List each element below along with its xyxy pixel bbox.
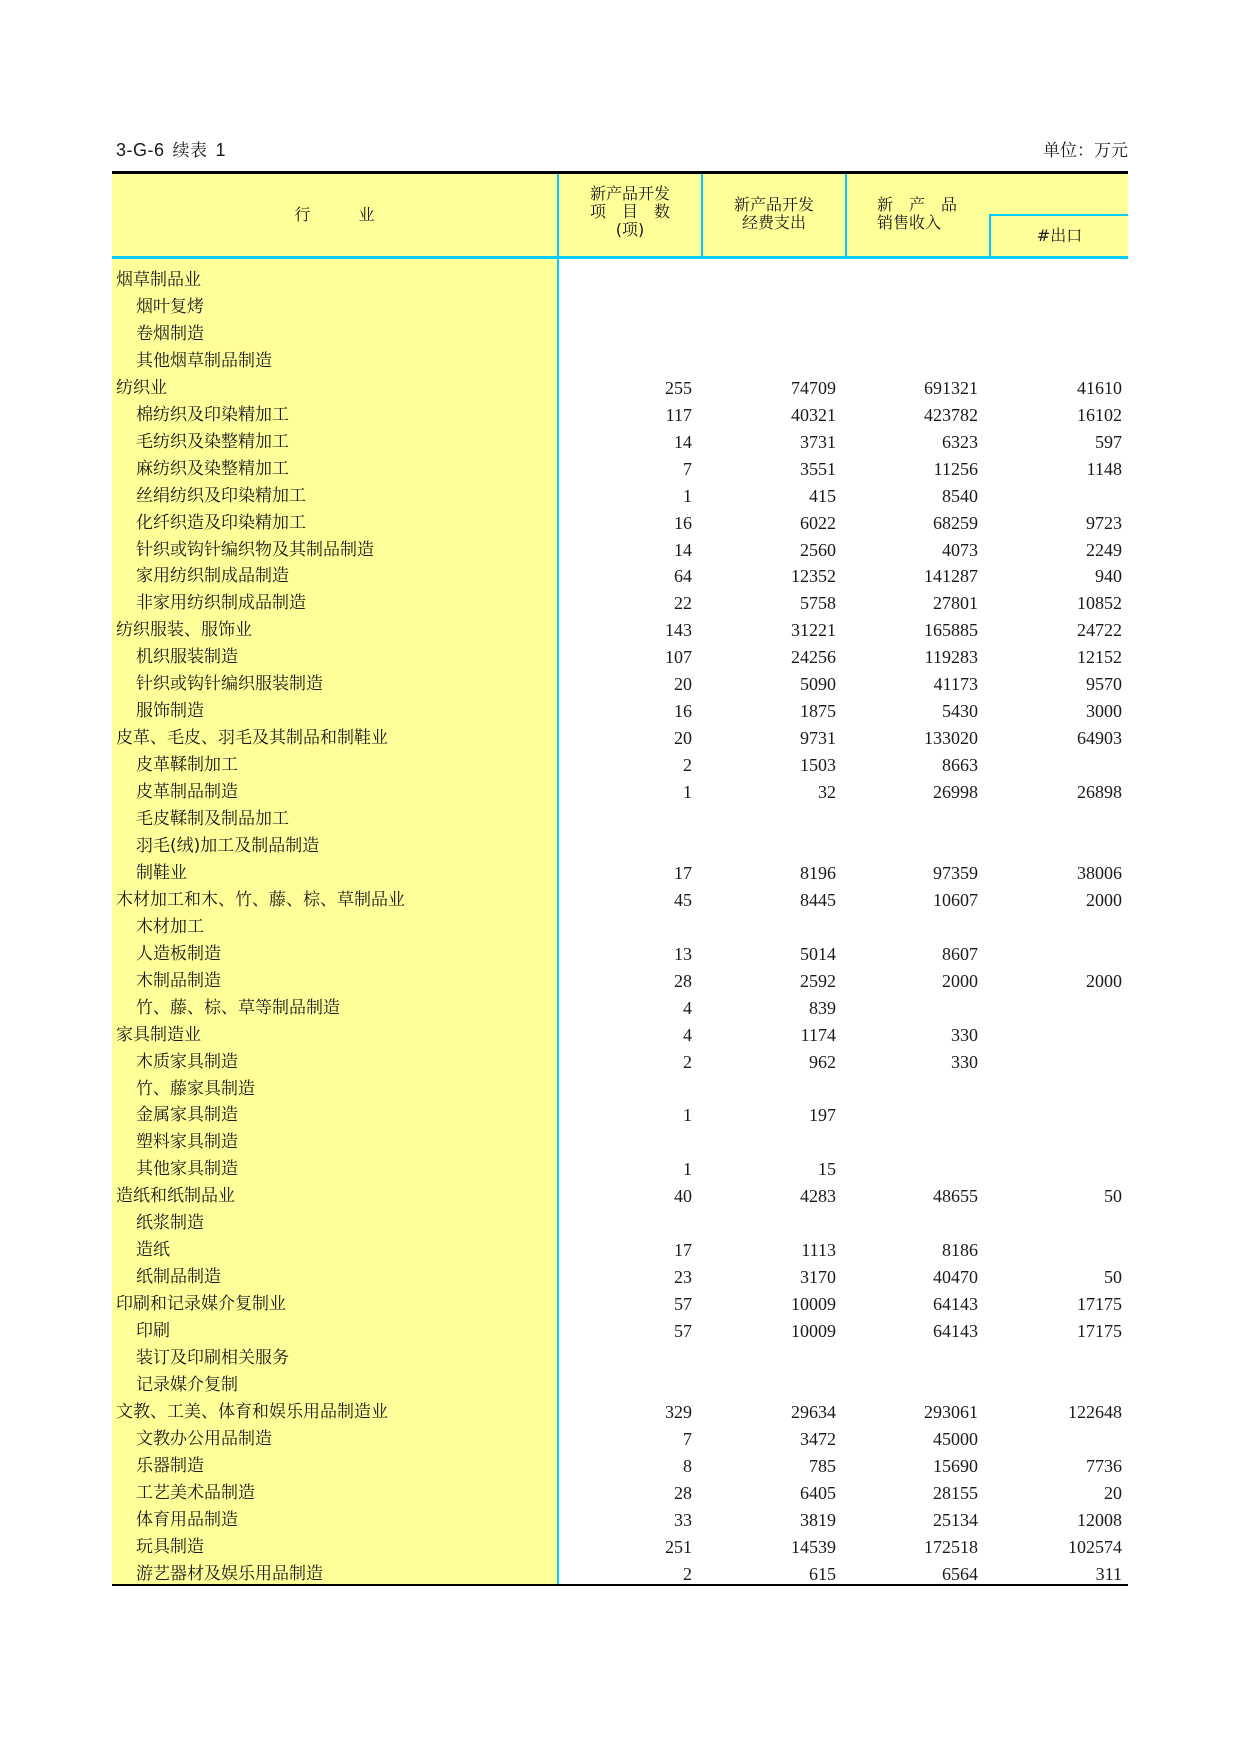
cell-projects: 20: [674, 728, 692, 749]
table-row: [112, 1049, 1128, 1076]
cell-export: 12152: [1077, 647, 1122, 668]
cell-expense: 962: [809, 1051, 836, 1072]
industry-name: 家具制造业: [116, 1024, 201, 1045]
industry-name: 机织服装制造: [136, 647, 238, 668]
cell-sales: 8540: [942, 485, 978, 506]
col-header-industry: 行 业: [294, 205, 375, 224]
cell-projects: 1: [683, 485, 692, 506]
cell-sales: 4073: [942, 539, 978, 560]
cell-expense: 15: [818, 1159, 836, 1180]
table-row: [112, 1318, 1128, 1345]
cell-projects: 2: [683, 1051, 692, 1072]
cell-projects: 14: [674, 431, 692, 452]
cell-expense: 785: [809, 1455, 836, 1476]
cell-export: 2249: [1086, 539, 1122, 560]
col-header-sales: [847, 174, 989, 256]
cell-projects: 107: [665, 647, 692, 668]
cell-expense: 12352: [791, 566, 836, 587]
cell-sales: 133020: [924, 728, 978, 749]
table-title: [116, 136, 226, 161]
cell-sales: 27801: [933, 593, 978, 614]
table-row: [112, 1264, 1128, 1291]
continued-label: 续表: [172, 141, 208, 161]
table-row: [112, 779, 1128, 806]
industry-name: 其他烟草制品制造: [136, 350, 272, 371]
cell-expense: 14539: [791, 1536, 836, 1557]
industry-name: 游艺器材及娱乐用品制造: [136, 1563, 323, 1584]
cell-expense: 3551: [800, 458, 836, 479]
industry-name: 化纤织造及印染精加工: [136, 512, 306, 533]
table-row: [112, 941, 1128, 968]
table-row: [112, 483, 1128, 510]
cell-export: 50: [1104, 1267, 1122, 1288]
cell-projects: 251: [665, 1536, 692, 1557]
industry-name: 玩具制造: [136, 1536, 204, 1557]
table-row: [112, 1534, 1128, 1561]
cell-expense: 32: [818, 782, 836, 803]
cell-sales: 64143: [933, 1294, 978, 1315]
cell-projects: 23: [674, 1267, 692, 1288]
cell-export: 26898: [1077, 782, 1122, 803]
cell-export: 17175: [1077, 1321, 1122, 1342]
cell-expense: 5758: [800, 593, 836, 614]
industry-name: 造纸和纸制品业: [116, 1186, 235, 1207]
cell-sales: 10607: [933, 889, 978, 910]
cell-export: 64903: [1077, 728, 1122, 749]
table-row: [112, 1480, 1128, 1507]
cell-sales: 293061: [924, 1401, 978, 1422]
cell-expense: 4283: [800, 1186, 836, 1207]
industry-name: 造纸: [136, 1240, 170, 1261]
industry-name: 皮革鞣制加工: [136, 755, 238, 776]
cell-projects: 4: [683, 1024, 692, 1045]
industry-name: 纺织业: [116, 377, 167, 398]
cell-sales: 165885: [924, 620, 978, 641]
industry-name: 纸制品制造: [136, 1267, 221, 1288]
industry-name: 毛纺织及染整精加工: [136, 431, 289, 452]
cell-export: 20: [1104, 1482, 1122, 1503]
table-row: [112, 294, 1128, 321]
cell-expense: 8445: [800, 889, 836, 910]
cell-sales: 26998: [933, 782, 978, 803]
industry-name: 卷烟制造: [136, 323, 204, 344]
cell-expense: 74709: [791, 377, 836, 398]
industry-name: 棉纺织及印染精加工: [136, 404, 289, 425]
table-row: [112, 806, 1128, 833]
cell-expense: 3170: [800, 1267, 836, 1288]
industry-name: 竹、藤、棕、草等制品制造: [136, 997, 340, 1018]
table-row: [112, 1399, 1128, 1426]
cell-sales: 330: [951, 1024, 978, 1045]
table-row: [112, 321, 1128, 348]
table-row: [112, 375, 1128, 402]
cell-export: 3000: [1086, 701, 1122, 722]
cell-expense: 1503: [800, 755, 836, 776]
cell-export: 17175: [1077, 1294, 1122, 1315]
data-table: [112, 171, 1128, 1586]
grid-line: [701, 174, 703, 256]
industry-name: 其他家具制造: [136, 1159, 238, 1180]
col-header-expense-line2: 经费支出: [741, 213, 806, 232]
cell-export: 122648: [1068, 1401, 1122, 1422]
cell-expense: 6405: [800, 1482, 836, 1503]
table-row: [112, 995, 1128, 1022]
table-row: [112, 887, 1128, 914]
cell-projects: 2: [683, 1563, 692, 1584]
cell-projects: 57: [674, 1294, 692, 1315]
cell-projects: 28: [674, 1482, 692, 1503]
industry-name: 制鞋业: [136, 862, 187, 883]
col-header-export: #出口: [1036, 226, 1083, 245]
table-row: [112, 1237, 1128, 1264]
industry-name: 体育用品制造: [136, 1509, 238, 1530]
cell-sales: 5430: [942, 701, 978, 722]
cell-export: 10852: [1077, 593, 1122, 614]
industry-name: 羽毛(绒)加工及制品制造: [136, 835, 320, 856]
cell-expense: 29634: [791, 1401, 836, 1422]
cell-expense: 6022: [800, 512, 836, 533]
cell-projects: 17: [674, 1240, 692, 1261]
industry-name: 装订及印刷相关服务: [136, 1348, 289, 1368]
cell-export: 9570: [1086, 674, 1122, 695]
industry-name: 木质家具制造: [136, 1051, 238, 1072]
cell-projects: 329: [665, 1401, 692, 1422]
cell-sales: 25134: [933, 1509, 978, 1530]
cell-projects: 1: [683, 1105, 692, 1126]
cell-sales: 11256: [933, 458, 978, 479]
industry-name: 乐器制造: [136, 1455, 204, 1476]
cell-export: 41610: [1077, 377, 1122, 398]
cell-export: 2000: [1086, 889, 1122, 910]
cell-expense: 5090: [800, 674, 836, 695]
grid-line: [989, 214, 1128, 216]
cell-expense: 31221: [791, 620, 836, 641]
cell-sales: 48655: [933, 1186, 978, 1207]
table-row: [112, 429, 1128, 456]
table-row: [112, 267, 1128, 294]
cell-projects: 17: [674, 862, 692, 883]
table-body: [112, 259, 1128, 1584]
cell-expense: 3731: [800, 431, 836, 452]
cell-sales: 45000: [933, 1428, 978, 1449]
cell-expense: 10009: [791, 1294, 836, 1315]
cell-export: 940: [1095, 566, 1122, 587]
industry-name: 塑料家具制造: [136, 1132, 238, 1153]
grid-line: [557, 174, 559, 256]
table-row: [112, 968, 1128, 995]
cell-expense: 9731: [800, 728, 836, 749]
cell-projects: 14: [674, 539, 692, 560]
cell-projects: 16: [674, 512, 692, 533]
cell-expense: 2560: [800, 539, 836, 560]
col-header-sales-line2: 销售收入: [877, 213, 942, 232]
cell-sales: 68259: [933, 512, 978, 533]
table-row: [112, 725, 1128, 752]
industry-name: 非家用纺织制成品制造: [136, 593, 306, 614]
table-row: [112, 590, 1128, 617]
table-row: [112, 860, 1128, 887]
cell-projects: 45: [674, 889, 692, 910]
cell-sales: 330: [951, 1051, 978, 1072]
grid-line: [845, 174, 847, 256]
cell-expense: 615: [809, 1563, 836, 1584]
cell-sales: 172518: [924, 1536, 978, 1557]
col-header-expense-line1: 新产品开发: [733, 195, 814, 214]
cell-sales: 6564: [942, 1563, 978, 1584]
cell-projects: 255: [665, 377, 692, 398]
cell-projects: 40: [674, 1186, 692, 1207]
table-row: [112, 348, 1128, 375]
cell-projects: 57: [674, 1321, 692, 1342]
industry-name: 针织或钩针编织物及其制品制造: [136, 539, 374, 560]
cell-export: 38006: [1077, 862, 1122, 883]
industry-name: 针织或钩针编织服装制造: [136, 674, 323, 695]
cell-sales: 119283: [924, 647, 978, 668]
col-header-projects: [559, 174, 701, 256]
cell-sales: 64143: [933, 1321, 978, 1342]
cell-projects: 7: [683, 1428, 692, 1449]
industry-name: 皮革制品制造: [136, 782, 238, 803]
industry-name: 工艺美术品制造: [136, 1482, 255, 1503]
cell-export: 102574: [1068, 1536, 1122, 1557]
table-row: [112, 671, 1128, 698]
cell-projects: 13: [674, 943, 692, 964]
industry-name: 竹、藤家具制造: [136, 1078, 255, 1099]
cell-projects: 117: [665, 404, 692, 425]
cell-projects: 20: [674, 674, 692, 695]
unit-label: 单位：万元: [1043, 141, 1128, 161]
cell-sales: 40470: [933, 1267, 978, 1288]
cell-projects: 16: [674, 701, 692, 722]
table-row: [112, 1022, 1128, 1049]
table-row: [112, 1129, 1128, 1156]
cell-projects: 1: [683, 1159, 692, 1180]
cell-sales: 28155: [933, 1482, 978, 1503]
table-row: [112, 537, 1128, 564]
cell-expense: 2592: [800, 970, 836, 991]
cell-projects: 33: [674, 1509, 692, 1530]
industry-name: 服饰制造: [136, 701, 204, 722]
cell-expense: 1113: [801, 1240, 836, 1261]
industry-name: 麻纺织及染整精加工: [136, 458, 289, 479]
cell-projects: 64: [674, 566, 692, 587]
grid-line: [989, 214, 991, 256]
table-row: [112, 644, 1128, 671]
table-row: [112, 1426, 1128, 1453]
industry-name: 记录媒介复制: [136, 1374, 238, 1395]
industry-name: 毛皮鞣制及制品加工: [136, 809, 289, 829]
cell-sales: 97359: [933, 862, 978, 883]
table-row: [112, 1076, 1128, 1103]
industry-name: 木制品制造: [136, 970, 221, 991]
cell-sales: 8607: [942, 943, 978, 964]
industry-name: 丝绢纺织及印染精加工: [136, 485, 306, 506]
industry-name: 金属家具制造: [136, 1105, 238, 1126]
table-row: [112, 1453, 1128, 1480]
cell-expense: 1875: [800, 701, 836, 722]
cell-projects: 22: [674, 593, 692, 614]
col-header-sales-line1: 新 产 品: [877, 195, 958, 214]
cell-export: 597: [1095, 431, 1122, 452]
industry-name: 家用纺织制成品制造: [136, 566, 289, 587]
cell-expense: 40321: [791, 404, 836, 425]
table-row: [112, 1345, 1128, 1372]
page-number: 1: [215, 140, 227, 160]
cell-export: 311: [1095, 1563, 1122, 1584]
industry-name: 文教、工美、体育和娱乐用品制造业: [116, 1401, 388, 1422]
industry-name: 烟叶复烤: [136, 296, 204, 317]
cell-export: 50: [1104, 1186, 1122, 1207]
col-header-projects-line1: 新产品开发: [589, 184, 670, 203]
table-row: [112, 698, 1128, 725]
cell-expense: 24256: [791, 647, 836, 668]
industry-name: 印刷: [136, 1321, 170, 1342]
table-row: [112, 833, 1128, 860]
industry-name: 皮革、毛皮、羽毛及其制品和制鞋业: [116, 728, 388, 749]
table-row: [112, 914, 1128, 941]
cell-sales: 6323: [942, 431, 978, 452]
cell-expense: 197: [809, 1105, 836, 1126]
industry-name: 印刷和记录媒介复制业: [116, 1294, 286, 1315]
cell-sales: 8663: [942, 755, 978, 776]
table-row: [112, 1561, 1128, 1588]
cell-export: 16102: [1077, 404, 1122, 425]
cell-sales: 8186: [942, 1240, 978, 1261]
cell-projects: 2: [683, 755, 692, 776]
table-row: [112, 617, 1128, 644]
cell-projects: 143: [665, 620, 692, 641]
col-header-projects-line2: 项 目 数: [589, 202, 670, 221]
industry-name: 人造板制造: [136, 943, 221, 964]
cell-projects: 28: [674, 970, 692, 991]
table-row: [112, 1102, 1128, 1129]
cell-expense: 3472: [800, 1428, 836, 1449]
cell-sales: 141287: [924, 566, 978, 587]
industry-name: 木材加工: [136, 916, 204, 937]
cell-expense: 3819: [800, 1509, 836, 1530]
table-row: [112, 563, 1128, 590]
cell-sales: 2000: [942, 970, 978, 991]
table-id: 3-G-6: [116, 140, 165, 160]
industry-name: 文教办公用品制造: [136, 1428, 272, 1449]
cell-export: 7736: [1086, 1455, 1122, 1476]
cell-export: 12008: [1077, 1509, 1122, 1530]
industry-name: 纺织服装、服饰业: [116, 620, 252, 641]
industry-name: 烟草制品业: [116, 270, 201, 290]
table-row: [112, 1372, 1128, 1399]
cell-expense: 5014: [800, 943, 836, 964]
cell-projects: 7: [683, 458, 692, 479]
cell-sales: 15690: [933, 1455, 978, 1476]
table-row: [112, 1507, 1128, 1534]
table-row: [112, 1291, 1128, 1318]
cell-expense: 1174: [800, 1024, 836, 1045]
cell-sales: 41173: [933, 674, 978, 695]
industry-name: 木材加工和木、竹、藤、棕、草制品业: [116, 889, 405, 910]
table-row: [112, 1156, 1128, 1183]
cell-expense: 415: [809, 485, 836, 506]
table-row: [112, 456, 1128, 483]
table-row: [112, 752, 1128, 779]
cell-export: 1148: [1086, 458, 1122, 479]
cell-projects: 8: [683, 1455, 692, 1476]
cell-sales: 423782: [924, 404, 978, 425]
col-header-expense: [703, 174, 845, 256]
cell-export: 9723: [1086, 512, 1122, 533]
cell-export: 24722: [1077, 620, 1122, 641]
table-header: [112, 174, 1128, 256]
table-row: [112, 510, 1128, 537]
cell-expense: 8196: [800, 862, 836, 883]
industry-name: 纸浆制造: [136, 1213, 204, 1234]
table-row: [112, 402, 1128, 429]
table-row: [112, 1183, 1128, 1210]
cell-projects: 1: [683, 782, 692, 803]
cell-expense: 10009: [791, 1321, 836, 1342]
table-row: [112, 1210, 1128, 1237]
cell-projects: 4: [683, 997, 692, 1018]
cell-export: 2000: [1086, 970, 1122, 991]
col-header-projects-line3: (项): [615, 220, 645, 239]
cell-expense: 839: [809, 997, 836, 1018]
cell-sales: 691321: [924, 377, 978, 398]
